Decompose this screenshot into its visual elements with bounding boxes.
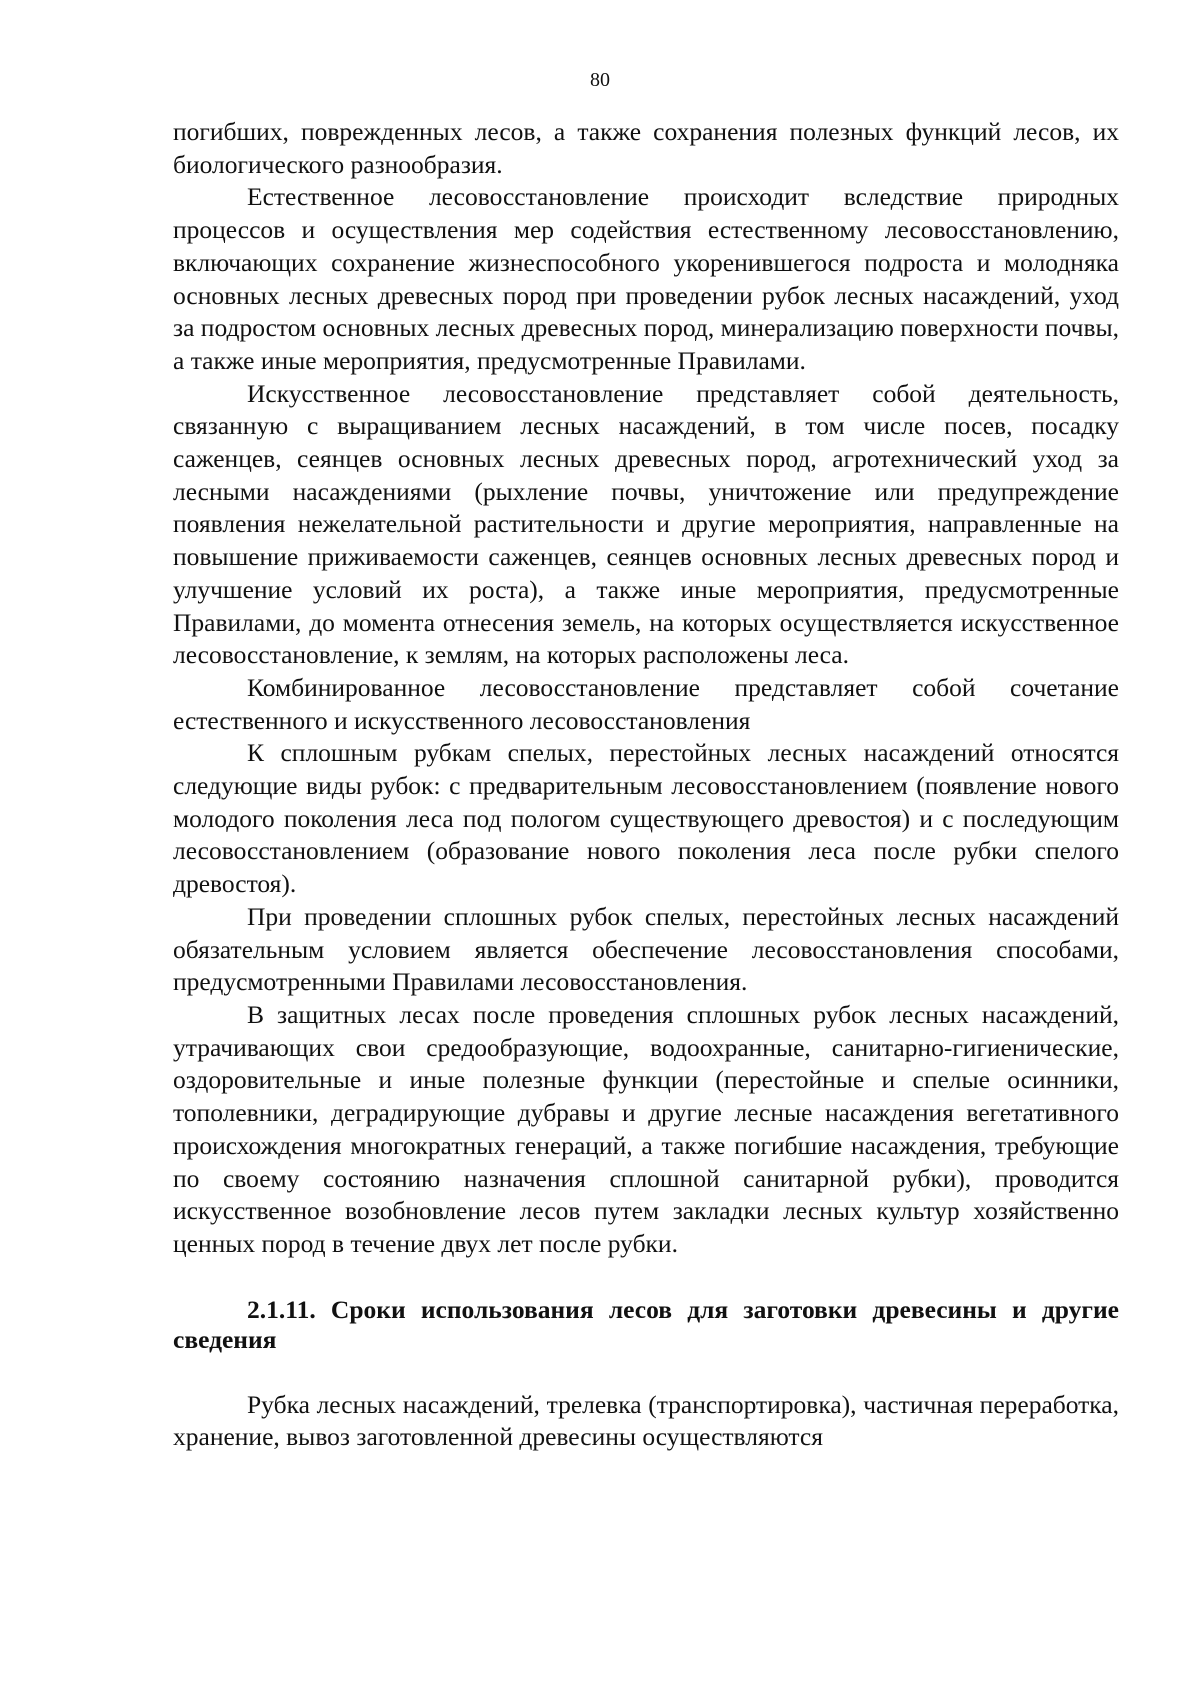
paragraph: Искусственное лесовосстановление представляет собой деятельность, связанную с выращиванием лесных насаждений, в том числе посев, посадку саженцев, сеянцев основных лесных древесных пород, агротехнический уход за лесными насаждениями (рыхление почвы, уничтожение или предупреждение появления нежелательной растительности и другие мероприятия, направленные на повышение приживаемости саженцев, сеянцев основных лесных древесных пород и улучшение условий их роста), а также иные мероприятия, предусмотренные Правилами, до момента отнесения земель, на которых осуществляется искусственное лесовосстановление, к землям, на которых расположены леса. — [173, 378, 1119, 670]
paragraph: Рубка лесных насаждений, трелевка (транспортировка), частичная переработка, хранение, вывоз заготовленной древесины осуществляются — [173, 1389, 1119, 1452]
page-number: 80 — [590, 69, 610, 91]
paragraph: погибших, поврежденных лесов, а также сохранения полезных функций лесов, их биологического разнообразия. — [173, 117, 1119, 179]
page-body — [173, 116, 1119, 1454]
paragraph: Естественное лесовосстановление происходит вследствие природных процессов и осуществления мер содействия естественному лесовосстановлению, включающих сохранение жизнеспособного укоренившегося подроста и молодняка основных лесных древесных пород при проведении рубок лесных насаждений, уход за подростом основных лесных древесных пород, минерализацию поверхности почвы, а также иные мероприятия, предусмотренные Правилами. — [173, 182, 1119, 375]
section-body-before — [173, 116, 1119, 1261]
section-body-after — [173, 1389, 1119, 1454]
paragraph: Комбинированное лесовосстановление представляет собой сочетание естественного и искусственного лесовосстановления — [173, 672, 1119, 735]
paragraph: При проведении сплошных рубок спелых, перестойных лесных насаждений обязательным условием является обеспечение лесовосстановления способами, предусмотренными Правилами лесовосстановления. — [173, 901, 1119, 997]
paragraph: К сплошным рубкам спелых, перестойных лесных насаждений относятся следующие виды рубок: с предварительным лесовосстановлением (появление нового молодого поколения леса под пологом существующего древостоя) и с последующим лесовосстановлением (образование нового поколения леса после рубки спелого древостоя). — [173, 738, 1119, 899]
paragraph: В защитных лесах после проведения сплошных рубок лесных насаждений, утрачивающих свои средообразующие, водоохранные, санитарно-гигиенические, оздоровительные и иные полезные функции (перестойные и спелые осинники, тополевники, деградирующие дубравы и другие лесные насаждения вегетативного происхождения многократных генераций, а также погибшие насаждения, требующие по своему состоянию назначения сплошной санитарной рубки), проводится искусственное возобновление лесов путем закладки лесных культур хозяйственно ценных пород в течение двух лет после рубки. — [173, 999, 1119, 1258]
section-heading: 2.1.11. Сроки использования лесов для заготовки древесины и другие сведения — [173, 1294, 1119, 1354]
